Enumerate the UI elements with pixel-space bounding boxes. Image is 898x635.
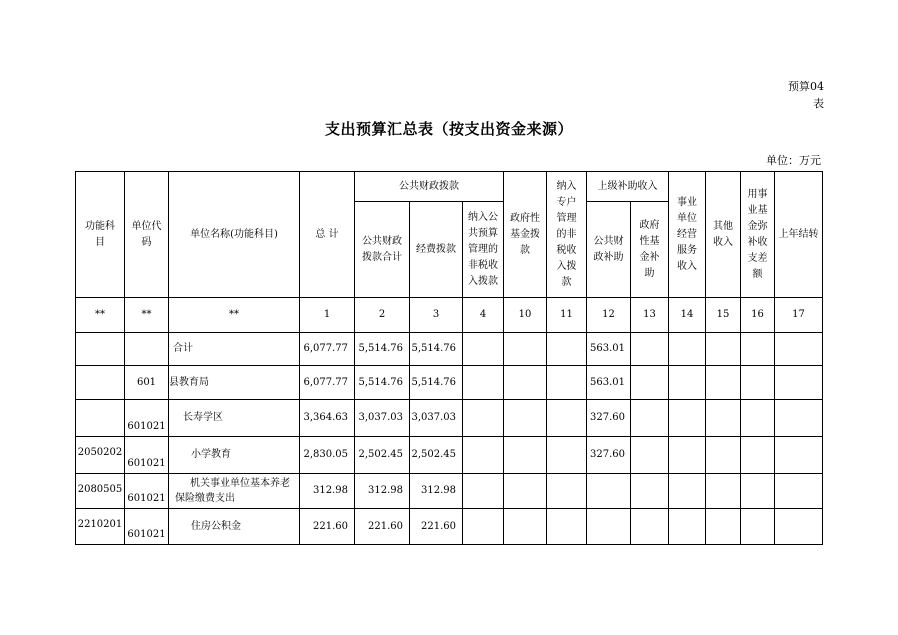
empty-cell bbox=[463, 437, 504, 474]
regular-cell: 2,502.45 bbox=[410, 437, 463, 474]
index-cell: ** bbox=[169, 298, 300, 333]
name-cell: 县教育局 bbox=[169, 366, 300, 400]
empty-cell bbox=[706, 366, 741, 400]
func-cell bbox=[76, 400, 125, 437]
empty-cell bbox=[775, 400, 823, 437]
empty-cell bbox=[775, 437, 823, 474]
table-row bbox=[76, 333, 823, 366]
empty-cell bbox=[463, 400, 504, 437]
pf-total-cell: 2,502.45 bbox=[355, 437, 410, 474]
total-cell: 3,364.63 bbox=[300, 400, 355, 437]
index-cell: 17 bbox=[775, 298, 823, 333]
header-business-income: 事业单位经营服务收入 bbox=[669, 172, 706, 298]
index-cell: 16 bbox=[741, 298, 775, 333]
total-cell: 312.98 bbox=[300, 474, 355, 509]
empty-cell bbox=[741, 333, 775, 366]
index-cell: 4 bbox=[463, 298, 504, 333]
name-cell: 住房公积金 bbox=[169, 509, 300, 545]
header-superior-gov-fund: 政府性基金补助 bbox=[631, 202, 669, 298]
table-row bbox=[76, 366, 823, 400]
pf-total-cell: 312.98 bbox=[355, 474, 410, 509]
func-cell bbox=[76, 333, 125, 366]
index-cell: 13 bbox=[631, 298, 669, 333]
superior-public-cell: 327.60 bbox=[587, 437, 631, 474]
name-cell: 机关事业单位基本养老保险缴费支出 bbox=[169, 474, 300, 509]
empty-cell bbox=[631, 437, 669, 474]
document-number-line2: 表 bbox=[813, 97, 824, 110]
pf-total-cell: 3,037.03 bbox=[355, 400, 410, 437]
total-cell: 6,077.77 bbox=[300, 366, 355, 400]
code-cell: 601021 bbox=[125, 437, 169, 474]
empty-cell bbox=[775, 509, 823, 545]
empty-cell bbox=[547, 474, 587, 509]
regular-cell: 3,037.03 bbox=[410, 400, 463, 437]
empty-cell bbox=[706, 400, 741, 437]
empty-cell bbox=[669, 509, 706, 545]
page-title: 支出预算汇总表（按支出资金来源） bbox=[324, 120, 573, 138]
empty-cell bbox=[669, 333, 706, 366]
func-cell: 2050202 bbox=[76, 437, 125, 474]
header-unit-name: 单位名称(功能科目) bbox=[169, 172, 300, 298]
empty-cell bbox=[741, 437, 775, 474]
empty-cell bbox=[669, 474, 706, 509]
superior-public-cell bbox=[587, 474, 631, 509]
table-row bbox=[76, 474, 823, 509]
empty-cell bbox=[631, 366, 669, 400]
header-total: 总 计 bbox=[300, 172, 355, 298]
empty-cell bbox=[463, 509, 504, 545]
index-row bbox=[76, 298, 823, 333]
name-cell: 合计 bbox=[169, 333, 300, 366]
index-cell: 2 bbox=[355, 298, 410, 333]
pf-total-cell: 5,514.76 bbox=[355, 333, 410, 366]
index-cell: 12 bbox=[587, 298, 631, 333]
empty-cell bbox=[706, 509, 741, 545]
empty-cell bbox=[547, 366, 587, 400]
index-cell: ** bbox=[125, 298, 169, 333]
empty-cell bbox=[547, 437, 587, 474]
pf-total-cell: 221.60 bbox=[355, 509, 410, 545]
func-cell: 2080505 bbox=[76, 474, 125, 509]
superior-public-cell: 563.01 bbox=[587, 366, 631, 400]
index-cell: 14 bbox=[669, 298, 706, 333]
empty-cell bbox=[547, 509, 587, 545]
empty-cell bbox=[504, 366, 547, 400]
code-cell: 601021 bbox=[125, 474, 169, 509]
regular-cell: 312.98 bbox=[410, 474, 463, 509]
table-row bbox=[76, 437, 823, 474]
regular-cell: 221.60 bbox=[410, 509, 463, 545]
empty-cell bbox=[504, 333, 547, 366]
header-func-subject: 功能科目 bbox=[76, 172, 125, 298]
superior-public-cell: 327.60 bbox=[587, 400, 631, 437]
func-cell bbox=[76, 366, 125, 400]
empty-cell bbox=[706, 474, 741, 509]
total-cell: 6,077.77 bbox=[300, 333, 355, 366]
empty-cell bbox=[706, 333, 741, 366]
header-regular-funds: 经费拨款 bbox=[410, 202, 463, 298]
document-number bbox=[788, 78, 824, 112]
empty-cell bbox=[741, 509, 775, 545]
index-cell: ** bbox=[76, 298, 125, 333]
empty-cell bbox=[547, 333, 587, 366]
empty-cell bbox=[504, 400, 547, 437]
empty-cell bbox=[669, 437, 706, 474]
code-cell bbox=[125, 333, 169, 366]
index-cell: 11 bbox=[547, 298, 587, 333]
index-cell: 15 bbox=[706, 298, 741, 333]
superior-public-cell: 563.01 bbox=[587, 333, 631, 366]
pf-total-cell: 5,514.76 bbox=[355, 366, 410, 400]
name-cell: 小学教育 bbox=[169, 437, 300, 474]
empty-cell bbox=[504, 474, 547, 509]
empty-cell bbox=[775, 333, 823, 366]
header-public-finance-total: 公共财政拨款合计 bbox=[355, 202, 410, 298]
index-cell: 1 bbox=[300, 298, 355, 333]
empty-cell bbox=[463, 474, 504, 509]
empty-cell bbox=[631, 474, 669, 509]
header-special-non-tax: 纳入专户管理的非税收入拨款 bbox=[547, 172, 587, 298]
index-cell: 10 bbox=[504, 298, 547, 333]
code-cell: 601021 bbox=[125, 509, 169, 545]
header-unit-code: 单位代码 bbox=[125, 172, 169, 298]
document-number-line1: 预算04 bbox=[788, 80, 824, 93]
header-carryover: 上年结转 bbox=[775, 172, 823, 298]
empty-cell bbox=[547, 400, 587, 437]
empty-cell bbox=[741, 366, 775, 400]
code-cell: 601021 bbox=[125, 400, 169, 437]
header-shortfall: 用事业基金弥补收支差额 bbox=[741, 172, 775, 298]
func-cell: 2210201 bbox=[76, 509, 125, 545]
empty-cell bbox=[669, 400, 706, 437]
header-non-tax-income: 纳入公共预算管理的非税收入拨款 bbox=[463, 202, 504, 298]
unit-label: 单位：万元 bbox=[766, 154, 821, 167]
superior-public-cell bbox=[587, 509, 631, 545]
code-cell: 601 bbox=[125, 366, 169, 400]
empty-cell bbox=[669, 366, 706, 400]
empty-cell bbox=[631, 333, 669, 366]
index-cell: 3 bbox=[410, 298, 463, 333]
budget-table bbox=[75, 171, 823, 545]
header-gov-fund: 政府性基金拨款 bbox=[504, 172, 547, 298]
total-cell: 221.60 bbox=[300, 509, 355, 545]
empty-cell bbox=[775, 474, 823, 509]
empty-cell bbox=[463, 333, 504, 366]
empty-cell bbox=[741, 400, 775, 437]
header-row-1 bbox=[76, 172, 823, 202]
header-public-finance: 公共财政拨款 bbox=[355, 172, 504, 202]
empty-cell bbox=[706, 437, 741, 474]
header-other-income: 其他收入 bbox=[706, 172, 741, 298]
header-superior-subsidy: 上级补助收入 bbox=[587, 172, 669, 202]
empty-cell bbox=[741, 474, 775, 509]
regular-cell: 5,514.76 bbox=[410, 366, 463, 400]
empty-cell bbox=[775, 366, 823, 400]
name-cell: 长寿学区 bbox=[169, 400, 300, 437]
table-row bbox=[76, 509, 823, 545]
empty-cell bbox=[504, 437, 547, 474]
header-superior-public: 公共财政补助 bbox=[587, 202, 631, 298]
empty-cell bbox=[504, 509, 547, 545]
total-cell: 2,830.05 bbox=[300, 437, 355, 474]
regular-cell: 5,514.76 bbox=[410, 333, 463, 366]
empty-cell bbox=[631, 400, 669, 437]
empty-cell bbox=[631, 509, 669, 545]
table-row bbox=[76, 400, 823, 437]
empty-cell bbox=[463, 366, 504, 400]
